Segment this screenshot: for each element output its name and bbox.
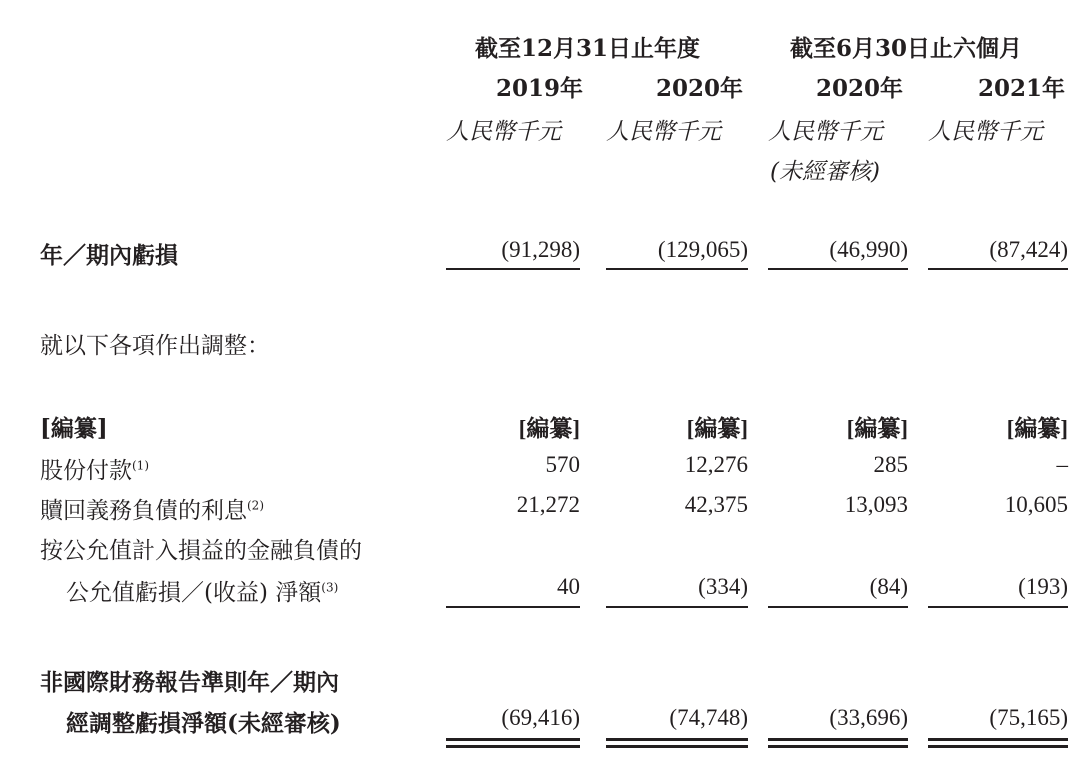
group-header-full-year: 截至12月31日止年度	[475, 35, 701, 62]
row-label-loss: 年／期內虧損	[40, 242, 178, 269]
double-underline	[928, 738, 1068, 741]
row-label-interest	[40, 492, 264, 525]
value-redacted-2021-half: [編纂]	[1006, 416, 1068, 441]
value-share-payment-2021-half: –	[1056, 452, 1068, 477]
value-fair-value-2021-half: (193)	[1018, 574, 1068, 599]
double-underline	[446, 745, 580, 748]
double-underline	[768, 738, 908, 741]
col-unit-2019: 人民幣千元	[446, 119, 561, 145]
value-interest-2021-half: 10,605	[1004, 492, 1068, 517]
value-loss-2021-half: (87,424)	[989, 237, 1068, 262]
col-year-2020-half: 2020年	[816, 75, 904, 102]
col-year-2020: 2020年	[656, 75, 744, 102]
double-underline	[768, 745, 908, 748]
value-redacted-2020-half: [編纂]	[846, 416, 908, 441]
row-label-fair-value-line1: 按公允值計入損益的金融負債的	[40, 538, 362, 564]
col-unit-2020-half: 人民幣千元	[768, 119, 883, 145]
value-interest-2019: 21,272	[516, 492, 580, 517]
group-header-six-months: 截至6月30日止六個月	[790, 35, 1023, 62]
row-label-non-ifrs-line1: 非國際財務報告準則年／期內	[40, 669, 339, 696]
value-interest-2020-half: 13,093	[844, 492, 908, 517]
fair-value-label: 公允值虧損／(收益) 淨額	[66, 580, 322, 606]
value-loss-2020: (129,065)	[657, 237, 748, 262]
value-non-ifrs-2021-half: (75,165)	[989, 705, 1068, 730]
value-interest-2020: 42,375	[684, 492, 748, 517]
share-payment-label: 股份付款	[40, 458, 132, 484]
value-fair-value-2019: 40	[557, 574, 580, 599]
row-label-redacted: [編纂]	[40, 415, 108, 442]
value-non-ifrs-2020-half: (33,696)	[829, 705, 908, 730]
value-redacted-2020: [編纂]	[686, 416, 748, 441]
col-unit-2021-half: 人民幣千元	[928, 119, 1043, 145]
double-underline	[606, 745, 748, 748]
value-fair-value-2020: (334)	[698, 574, 748, 599]
underline	[446, 268, 580, 270]
value-loss-2019: (91,298)	[501, 237, 580, 262]
row-label-fair-value-line2	[66, 574, 338, 607]
value-non-ifrs-2019: (69,416)	[501, 705, 580, 730]
footnote-ref: (3)	[321, 580, 339, 595]
interest-label: 贖回義務負債的利息	[40, 498, 247, 524]
underline	[606, 606, 748, 608]
underline	[928, 268, 1068, 270]
col-unit-2020: 人民幣千元	[606, 119, 721, 145]
col-year-2021-half: 2021年	[978, 75, 1066, 102]
value-share-payment-2019: 570	[545, 452, 580, 477]
adjustments-intro: 就以下各項作出調整：	[40, 333, 270, 359]
value-non-ifrs-2020: (74,748)	[669, 705, 748, 730]
underline	[768, 606, 908, 608]
value-share-payment-2020: 12,276	[684, 452, 748, 477]
value-redacted-2019: [編纂]	[518, 416, 580, 441]
value-share-payment-2020-half: 285	[873, 452, 908, 477]
row-label-non-ifrs-line2: 經調整虧損淨額(未經審核)	[66, 710, 341, 737]
footnote-ref: (1)	[132, 458, 149, 473]
double-underline	[606, 738, 748, 741]
unaudited-note: (未經審核)	[770, 159, 880, 185]
col-year-2019: 2019年	[496, 75, 584, 102]
footnote-ref: (2)	[247, 498, 264, 513]
underline	[606, 268, 748, 270]
double-underline	[446, 738, 580, 741]
underline	[768, 268, 908, 270]
underline	[446, 606, 580, 608]
value-loss-2020-half: (46,990)	[829, 237, 908, 262]
underline	[928, 606, 1068, 608]
value-fair-value-2020-half: (84)	[869, 574, 908, 599]
double-underline	[928, 745, 1068, 748]
row-label-share-payment	[40, 452, 149, 485]
